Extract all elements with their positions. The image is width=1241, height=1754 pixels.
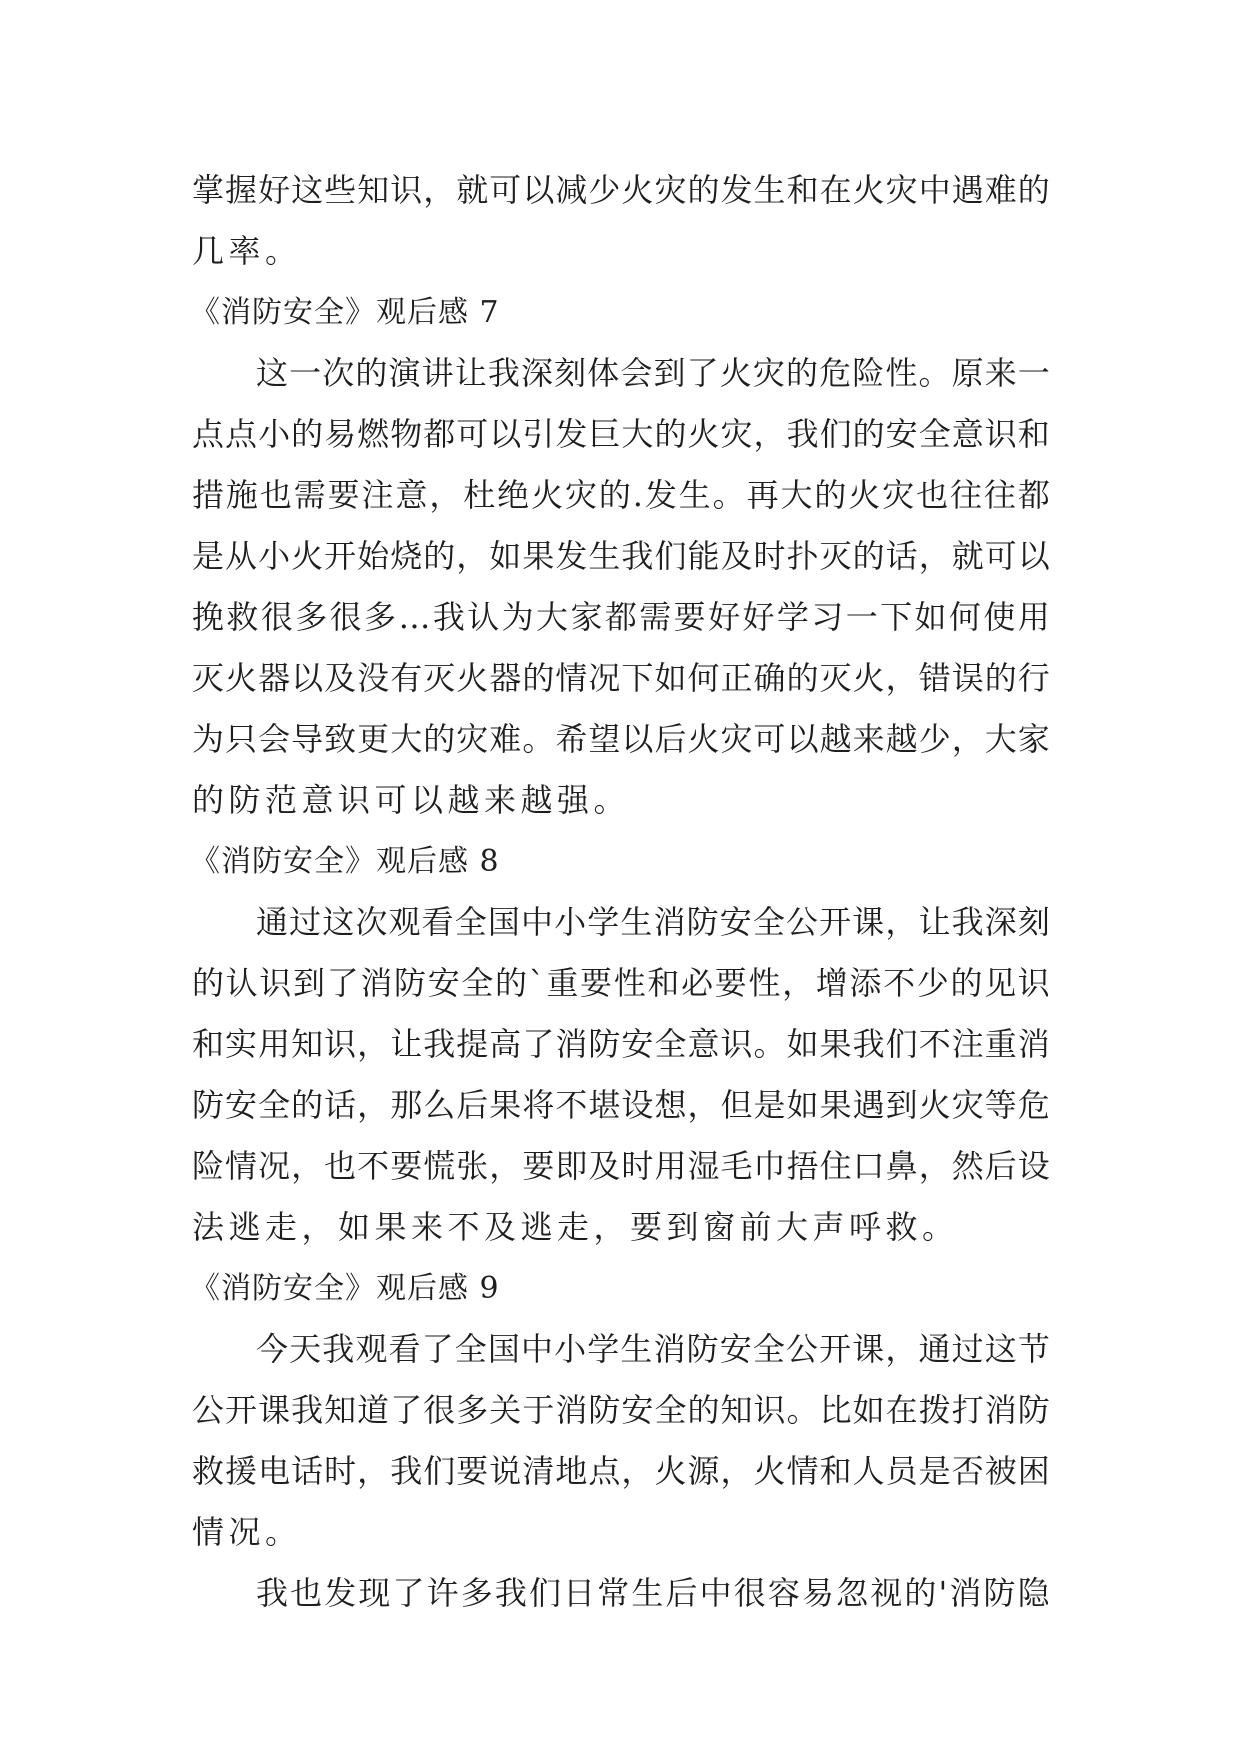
text-line: 法逃走，如果来不及逃走，要到窗前大声呼救。 bbox=[192, 1208, 959, 1246]
text-line: 几率。 bbox=[192, 232, 302, 270]
text-line: 今 天 我 观 看 了 全 国 中 小 学 生 消 防 安 全 公 开 课 ， 通 过 这 节 bbox=[256, 1330, 1050, 1368]
document-page bbox=[192, 160, 1050, 1624]
text-line: 是 从 小 火 开 始 烧 的 ， 如 果 发 生 我 们 能 及 时 扑 灭 的 话 ， 就 可 以 bbox=[192, 537, 1050, 575]
text-line: 通 过 这 次 观 看 全 国 中 小 学 生 消 防 安 全 公 开 课 ， 让 我 深 刻 bbox=[256, 903, 1050, 941]
paragraph bbox=[192, 892, 1050, 1258]
text-line: 防 安 全 的 话 ， 那 么 后 果 将 不 堪 设 想 ， 但 是 如 果 遇 到 火 灾 等 危 bbox=[192, 1086, 1050, 1124]
text-line: 险 情 况 ， 也 不 要 慌 张 ， 要 即 及 时 用 湿 毛 巾 捂 住 口 鼻 ， 然 后 设 bbox=[192, 1147, 1050, 1185]
text-line: 挽 救 很 多 很 多 … 我 认 为 大 家 都 需 要 好 好 学 习 一 下 如 何 使 用 bbox=[192, 598, 1050, 636]
text-line: 为 只 会 导 致 更 大 的 灾 难 。 希 望 以 后 火 灾 可 以 越 来 越 少 ， 大 家 bbox=[192, 720, 1050, 758]
text-line: 点 点 小 的 易 燃 物 都 可 以 引 发 巨 大 的 火 灾 ， 我 们 的 安 全 意 识 和 bbox=[192, 415, 1050, 453]
text-line: 灭 火 器 以 及 没 有 灭 火 器 的 情 况 下 如 何 正 确 的 灭 火 ， 错 误 的 行 bbox=[192, 659, 1050, 697]
section-heading: 《消防安全》观后感 7 bbox=[190, 295, 500, 330]
text-line: 公 开 课 我 知 道 了 很 多 关 于 消 防 安 全 的 知 识 。 比 如 在 拨 打 消 防 bbox=[192, 1391, 1050, 1429]
section-heading: 《消防安全》观后感 9 bbox=[190, 1271, 500, 1306]
paragraph bbox=[192, 343, 1050, 831]
text-line: 我 也 发 现 了 许 多 我 们 日 常 生 后 中 很 容 易 忽 视 的 ' 消 防 隐 bbox=[256, 1574, 1050, 1612]
text-line: 这 一 次 的 演 讲 让 我 深 刻 体 会 到 了 火 灾 的 危 险 性 。 原 来 一 bbox=[256, 354, 1050, 392]
text-line: 的 认 识 到 了 消 防 安 全 的 ` 重 要 性 和 必 要 性 ， 增 添 不 少 的 见 识 bbox=[192, 964, 1050, 1002]
text-line: 和 实 用 知 识 ， 让 我 提 高 了 消 防 安 全 意 识 。 如 果 我 们 不 注 重 消 bbox=[192, 1025, 1050, 1063]
text-line: 的防范意识可以越来越强。 bbox=[192, 781, 631, 819]
paragraph bbox=[192, 160, 1050, 282]
text-line: 措 施 也 需 要 注 意 ， 杜 绝 火 灾 的 . 发 生 。 再 大 的 火 灾 也 往 往 都 bbox=[192, 476, 1050, 514]
text-line: 情况。 bbox=[192, 1513, 302, 1551]
section-heading: 《消防安全》观后感 8 bbox=[190, 844, 500, 879]
paragraph bbox=[192, 1563, 1050, 1624]
text-line: 救 援 电 话 时 ， 我 们 要 说 清 地 点 ， 火 源 ， 火 情 和 人 员 是 否 被 困 bbox=[192, 1452, 1050, 1490]
paragraph bbox=[192, 1319, 1050, 1563]
text-line: 掌 握 好 这 些 知 识 ， 就 可 以 减 少 火 灾 的 发 生 和 在 火 灾 中 遇 难 的 bbox=[192, 171, 1050, 209]
